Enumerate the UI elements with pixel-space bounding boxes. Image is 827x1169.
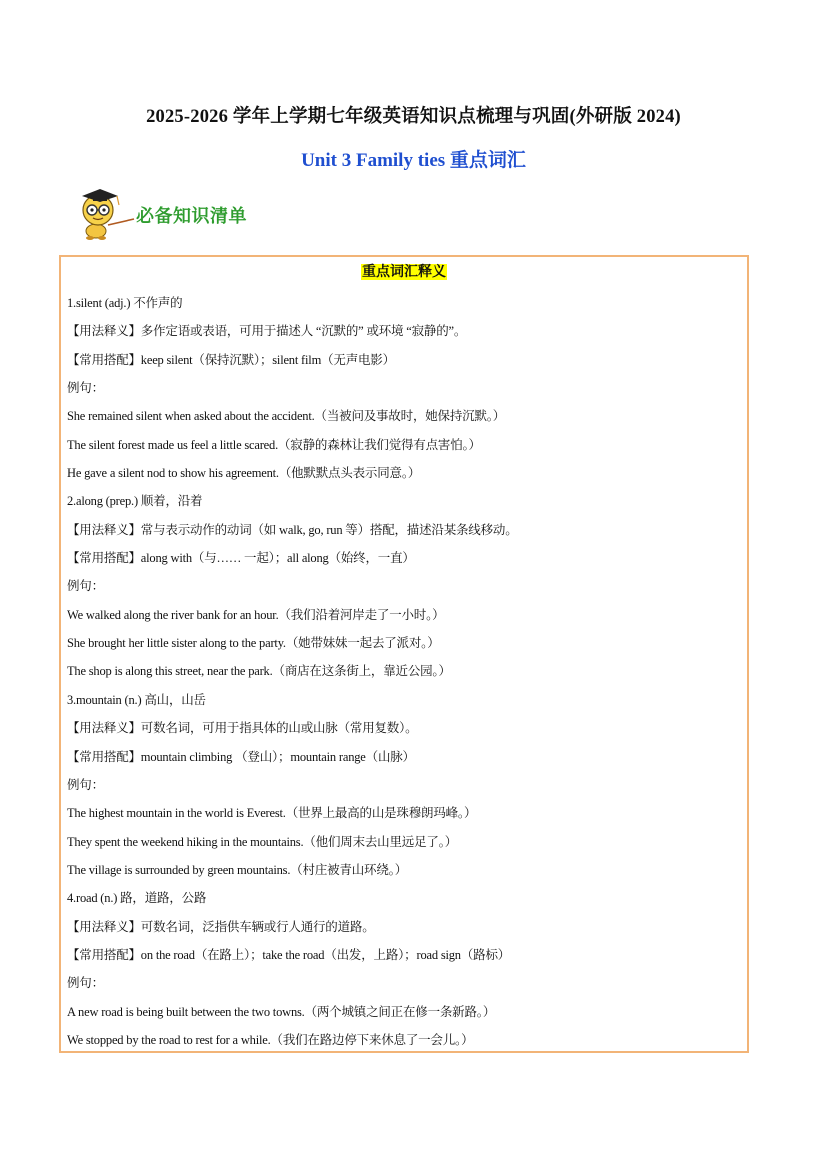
vocabulary-lines [67,289,743,1054]
example-sentence: He gave a silent nod to show his agreement.（他默默点头表示同意。） [67,466,421,481]
example-label: 例句： [67,579,104,594]
example-sentence: The highest mountain in the world is Everest.（世界上最高的山是珠穆朗玛峰。） [67,806,477,821]
example-sentence: We stopped by the road to rest for a while.（我们在路边停下来休息了一会儿。） [67,1032,474,1047]
collocation-line: 【常用搭配】on the road（在路上）；take the road（出发，上路）；road sign（路标） [67,947,511,962]
collocation-line: 【常用搭配】mountain climbing （登山）；mountain range（山脉） [67,749,415,764]
collocation-line: 【常用搭配】keep silent（保持沉默）；silent film（无声电影） [67,352,395,367]
usage-line: 【用法释义】可数名词，泛指供车辆或行人通行的道路。 [67,919,375,934]
example-sentence: She remained silent when asked about the accident.（当被问及事故时，她保持沉默。） [67,409,506,424]
unit-subtitle: Unit 3 Family ties 重点词汇 [301,150,526,171]
box-heading [61,261,747,281]
word-entry-heading: 2.along (prep.) 顺着，沿着 [67,494,203,509]
word-entry-heading: 3.mountain (n.) 高山，山岳 [67,692,206,707]
section-label: 必备知识清单 [136,206,247,227]
example-sentence: The silent forest made us feel a little scared.（寂静的森林让我们觉得有点害怕。） [67,437,481,452]
scholar-mascot-icon [74,185,136,241]
example-label: 例句： [67,777,104,792]
example-sentence: A new road is being built between the two towns.（两个城镇之间正在修一条新路。） [67,1004,496,1019]
usage-line: 【用法释义】可数名词，可用于指具体的山或山脉（常用复数）。 [67,721,418,736]
vocabulary-box [59,255,749,1053]
section-header [74,185,374,241]
example-sentence: The village is surrounded by green mountains.（村庄被青山环绕。） [67,862,407,877]
example-label: 例句： [67,976,104,991]
usage-line: 【用法释义】多作定语或表语，可用于描述人 “沉默的” 或环境 “寂静的”。 [67,324,467,339]
example-sentence: The shop is along this street, near the park.（商店在这条街上，靠近公园。） [67,664,451,679]
word-entry-heading: 1.silent (adj.) 不作声的 [67,296,183,310]
word-entry-heading: 4.road (n.) 路，道路，公路 [67,891,207,906]
example-sentence: We walked along the river bank for an hour.（我们沿着河岸走了一小时。） [67,607,445,622]
example-sentence: They spent the weekend hiking in the mountains.（他们周末去山里远足了。） [67,834,458,849]
example-sentence: She brought her little sister along to the party.（她带妹妹一起去了派对。） [67,636,440,651]
box-heading-text: 重点词汇释义 [362,264,446,280]
document-title: 2025-2026 学年上学期七年级英语知识点梳理与巩固(外研版 2024) [146,107,681,127]
example-label: 例句： [67,381,104,396]
usage-line: 【用法释义】常与表示动作的动词（如 walk, go, run 等）搭配，描述沿某条线移动。 [67,522,518,537]
collocation-line: 【常用搭配】along with（与…… 一起）；all along（始终，一直） [67,551,415,566]
